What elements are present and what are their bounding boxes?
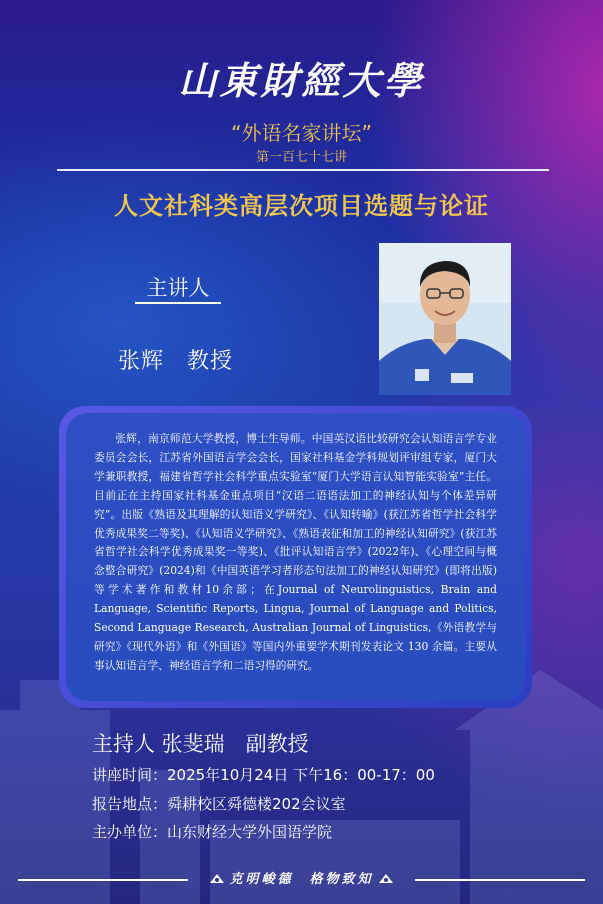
organizer: 主办单位：山东财经大学外国语学院	[92, 823, 333, 841]
lecture-time: 讲座时间：2025年10月24日 下午16：00-17：00	[92, 766, 435, 784]
emblem-icon	[209, 872, 225, 884]
speaker-tag-underline	[135, 302, 221, 304]
footer-motto: 克明峻德 格物致知	[229, 872, 374, 887]
footer-motto-row	[0, 868, 603, 887]
speaker-tag-label: 主讲人	[146, 276, 210, 300]
lecture-location: 报告地点：舜耕校区舜德楼202会议室	[92, 795, 346, 813]
speaker-name: 张辉 教授	[118, 349, 234, 374]
series-title: “外语名家讲坛”	[231, 121, 372, 145]
host-info: 主持人 张斐瑞 副教授	[92, 732, 309, 756]
series-number: 第一百七十七讲	[255, 150, 347, 165]
emblem-icon	[378, 872, 394, 884]
header-divider	[57, 169, 549, 171]
speaker-portrait-image	[379, 243, 511, 395]
speaker-photo	[379, 243, 511, 395]
bio-panel	[66, 413, 525, 701]
university-logo: 山東財經大學	[178, 58, 425, 103]
speaker-bio: 张辉，南京师范大学教授，博士生导师。中国英汉语比较研究会认知语言学专业委员会会长，江苏省外国语言学会会长，国家社科基金学科规划评审组专家，厦门大学兼职教授，福建省哲学社会科学重点实验室“厦门大学语言认知智能实验室”主任。目前正在主持国家社科基金重点项目“汉语二语语法加工的神经认知与个体差异研究”。出版《熟语及其理解的认知语义学研究》、《认知转喻》(获江苏省哲学社会科学优秀成果奖二等奖)、《认知语义学研究》、《熟语表征和加工的神经认知研究》(获江苏省哲学社会科学优秀成果奖一等奖)、《批评认知语言学》(2022年)、《心理空间与概念整合研究》(2024)和《中国英语学习者形态句法加工的神经认知研究》(即将出版)等学术著作和教材10余部；在Journal of Neurolinguistics, Brain and Language, Scientific Reports, Lingua, Journal of Language and Politics, Second Language Research, Australian Journal of Linguistics,《外语教学与研究》《现代外语》和《外国语》等国内外重要学术期刊发表论文 130 余篇。主要从事认知语言学、神经语言学和二语习得的研究。	[94, 432, 497, 672]
lecture-title: 人文社科类高层次项目选题与论证	[114, 192, 489, 220]
speaker-tag	[135, 268, 221, 304]
